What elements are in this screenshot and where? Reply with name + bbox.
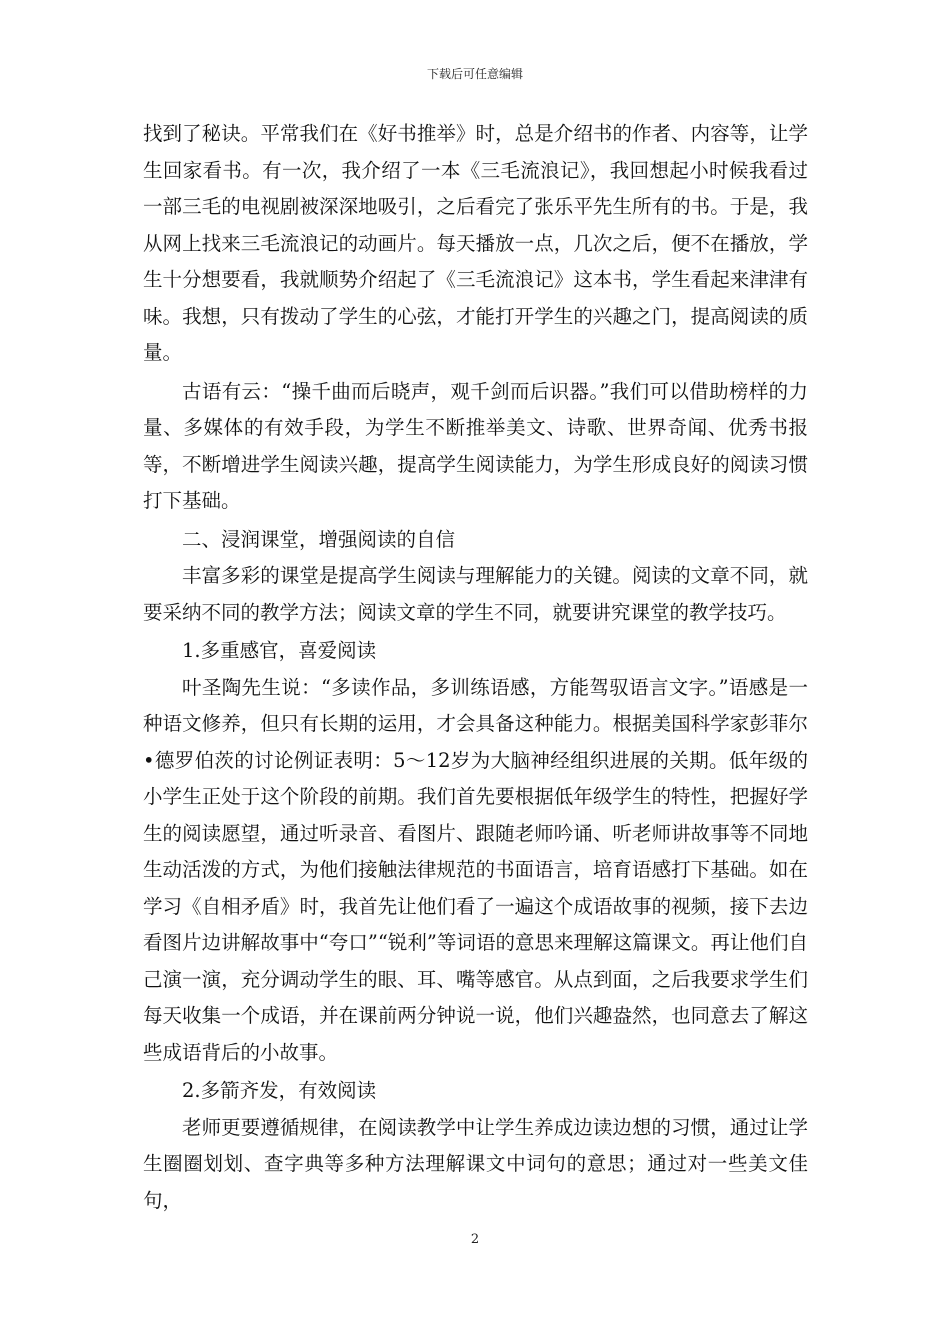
document-body: [143, 116, 808, 1219]
paragraph-senses: 叶圣陶先生说：“多读作品，多训练语感，方能驾驭语言文字。”语感是一种语文修养，但只有长期的运用，才会具备这种能力。根据美国科学家彭菲尔•德罗伯茨的讨论例证表明：5～12岁为大脑神经组织进展的关期。低年级的小学生正处于这个阶段的前期。我们首先要根据低年级学生的特性，把握好学生的阅读愿望，通过听录音、看图片、跟随老师吟诵、听老师讲故事等不同地生动活泼的方式，为他们接触法律规范的书面语言，培育语感打下基础。如在学习《自相矛盾》时，我首先让他们看了一遍这个成语故事的视频，接下去边看图片边讲解故事中“夸口”“锐利”等词语的意思来理解这篇课文。再让他们自己演一演，充分调动学生的眼、耳、嘴等感官。从点到面，之后我要求学生们每天收集一个成语，并在课前两分钟说一说，他们兴趣盎然，也同意去了解这些成语背后的小故事。: [143, 675, 808, 1064]
section-heading-2: 二、浸润课堂，增强阅读的自信: [182, 527, 456, 551]
paragraph-continued: 找到了秘诀。平常我们在《好书推举》时，总是介绍书的作者、内容等，让学生回家看书。有一次，我介绍了一本《三毛流浪记》，我回想起小时候我看过一部三毛的电视剧被深深地吸引，之后看完了张乐平先生所有的书。于是，我从网上找来三毛流浪记的动画片。每天播放一点，几次之后，便不在播放，学生十分想要看，我就顺势介绍起了《三毛流浪记》这本书，学生看起来津津有味。我想，只有拨动了学生的心弦，才能打开学生的兴趣之门，提高阅读的质量。: [143, 122, 808, 364]
paragraph-ancient-saying: 古语有云：“操千曲而后晓声，观千剑而后识器。”我们可以借助榜样的力量、多媒体的有效手段，为学生不断推举美文、诗歌、世界奇闻、优秀书报等，不断增进学生阅读兴趣，提高学生阅读能力，为学生形成良好的阅读习惯打下基础。: [143, 379, 808, 512]
page-header: 下载后可任意编辑: [426, 67, 523, 81]
subheading-2: 2.多箭齐发，有效阅读: [182, 1079, 377, 1102]
subheading-1: 1.多重感官，喜爱阅读: [182, 639, 377, 662]
page-number: 2: [470, 1232, 480, 1247]
paragraph-effective-reading: 老师更要遵循规律，在阅读教学中让学生养成边读边想的习惯，通过让学生圈圈划划、查字典等多种方法理解课文中词句的意思；通过对一些美文佳句，: [143, 1115, 808, 1212]
paragraph-classroom-intro: 丰富多彩的课堂是提高学生阅读与理解能力的关键。阅读的文章不同，就要采纳不同的教学方法；阅读文章的学生不同，就要讲究课堂的教学技巧。: [143, 564, 808, 624]
